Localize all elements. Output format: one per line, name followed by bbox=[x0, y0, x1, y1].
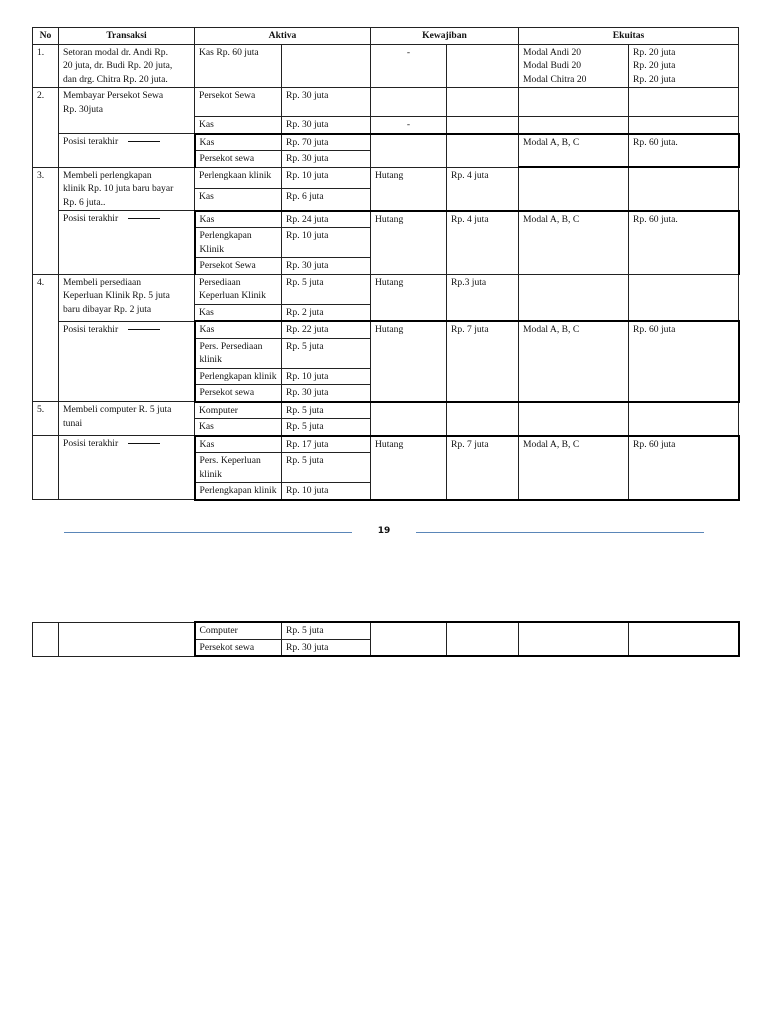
final-position-label: Posisi terakhir bbox=[59, 211, 195, 275]
equity-name: Modal A, B, C bbox=[519, 211, 629, 275]
asset-value: Rp. 5 juta bbox=[282, 453, 371, 483]
liability-value: Rp. 4 juta bbox=[447, 211, 519, 275]
table-row bbox=[33, 622, 739, 639]
arrow-line bbox=[128, 443, 160, 444]
asset-name: Kas bbox=[195, 188, 282, 210]
col-transaksi: Transaksi bbox=[59, 28, 195, 45]
final-position-label: Posisi terakhir bbox=[59, 134, 195, 168]
footer-rule-right bbox=[416, 532, 704, 533]
transaction-desc: Setoran modal dr. Andi Rp. 20 juta, dr. Budi Rp. 20 juta, dan drg. Chitra Rp. 20 juta. bbox=[59, 44, 195, 88]
liability-value: Rp.3 juta bbox=[447, 274, 519, 321]
table-row bbox=[33, 88, 739, 117]
row-number: 1. bbox=[33, 44, 59, 88]
table-row bbox=[33, 436, 739, 453]
asset-value bbox=[282, 44, 371, 88]
asset-value: Rp. 5 juta bbox=[282, 622, 371, 639]
equity-value: Rp. 60 juta. bbox=[629, 134, 739, 168]
liability-cell: - bbox=[371, 117, 447, 134]
asset-name: Perlengkapan Klinik bbox=[195, 228, 282, 258]
asset-value: Rp. 6 juta bbox=[282, 188, 371, 210]
asset-name: Kas bbox=[195, 211, 282, 228]
liability-name: Hutang bbox=[371, 211, 447, 275]
asset-name: Kas bbox=[195, 321, 282, 338]
asset-value: Rp. 22 juta bbox=[282, 321, 371, 338]
asset-value: Rp. 5 juta bbox=[282, 419, 371, 436]
continuation-table bbox=[32, 621, 740, 657]
asset-value: Rp. 10 juta bbox=[282, 483, 371, 500]
arrow-line bbox=[128, 141, 160, 142]
liability-name: Hutang bbox=[371, 321, 447, 402]
asset-value: Rp. 5 juta bbox=[282, 402, 371, 419]
asset-value: Rp. 24 juta bbox=[282, 211, 371, 228]
row-number: 4. bbox=[33, 274, 59, 402]
transaction-desc: Membeli perlengkapan klinik Rp. 10 juta baru bayar Rp. 6 juta.. bbox=[59, 167, 195, 211]
asset-name: Computer bbox=[195, 622, 282, 639]
asset-value: Rp. 70 juta bbox=[282, 134, 371, 151]
asset-name: Kas bbox=[195, 419, 282, 436]
asset-value: Rp. 2 juta bbox=[282, 304, 371, 321]
table-row bbox=[33, 134, 739, 151]
asset-name: Perlengkapan klinik bbox=[195, 483, 282, 500]
asset-name: Perlengkapan klinik bbox=[195, 368, 282, 385]
asset-value: Rp. 30 juta bbox=[282, 117, 371, 134]
asset-name: Perlengkaan klinik bbox=[195, 167, 282, 188]
asset-value: Rp. 10 juta bbox=[282, 368, 371, 385]
page-footer bbox=[64, 526, 704, 540]
equity-value: Rp. 60 juta bbox=[629, 436, 739, 500]
asset-name: Persekot sewa bbox=[195, 385, 282, 402]
asset-value: Rp. 10 juta bbox=[282, 167, 371, 188]
asset-cell: Kas Rp. 60 juta bbox=[195, 44, 282, 88]
table-row bbox=[33, 402, 739, 419]
asset-value: Rp. 5 juta bbox=[282, 338, 371, 368]
asset-value: Rp. 30 juta bbox=[282, 639, 371, 656]
table-row bbox=[33, 167, 739, 188]
equity-value: Rp. 60 juta bbox=[629, 321, 739, 402]
asset-name: Pers. Keperluan klinik bbox=[195, 453, 282, 483]
row-number: 2. bbox=[33, 88, 59, 168]
asset-name: Kas bbox=[195, 117, 282, 134]
table-row bbox=[33, 321, 739, 338]
arrow-line bbox=[128, 218, 160, 219]
asset-value: Rp. 17 juta bbox=[282, 436, 371, 453]
asset-value: Rp. 30 juta bbox=[282, 151, 371, 168]
equity-value: Rp. 60 juta. bbox=[629, 211, 739, 275]
footer-rule-left bbox=[64, 532, 352, 533]
asset-value: Rp. 5 juta bbox=[282, 274, 371, 304]
arrow-line bbox=[128, 329, 160, 330]
liability-value: Rp. 4 juta bbox=[447, 167, 519, 211]
liability-name: Hutang bbox=[371, 436, 447, 500]
asset-name: Persekot Sewa bbox=[195, 88, 282, 117]
liability-name: Hutang bbox=[371, 167, 447, 211]
table-row bbox=[33, 211, 739, 228]
asset-name: Pers. Persediaan klinik bbox=[195, 338, 282, 368]
asset-name: Kas bbox=[195, 134, 282, 151]
liability-value bbox=[447, 44, 519, 88]
transaction-desc: Membeli persediaan Keperluan Klinik Rp. 5 juta baru dibayar Rp. 2 juta bbox=[59, 274, 195, 321]
row-number: 3. bbox=[33, 167, 59, 274]
equity-name: Modal A, B, C bbox=[519, 321, 629, 402]
col-aktiva: Aktiva bbox=[195, 28, 371, 45]
asset-name: Persekot sewa bbox=[195, 639, 282, 656]
asset-value: Rp. 30 juta bbox=[282, 385, 371, 402]
transaction-desc: Membeli computer R. 5 juta tunai bbox=[59, 402, 195, 436]
equity-name: Modal A, B, C bbox=[519, 436, 629, 500]
final-position-label: Posisi terakhir bbox=[59, 321, 195, 402]
asset-name: Kas bbox=[195, 436, 282, 453]
final-position-label: Posisi terakhir bbox=[59, 436, 195, 500]
transaction-desc: Membayar Persekot Sewa Rp. 30juta bbox=[59, 88, 195, 134]
liability-cell: - bbox=[371, 44, 447, 88]
equity-name: Modal A, B, C bbox=[519, 134, 629, 168]
table-row bbox=[33, 44, 739, 88]
table-row bbox=[33, 274, 739, 304]
asset-name: Kas bbox=[195, 304, 282, 321]
page-number: 19 bbox=[377, 526, 391, 536]
liability-value: Rp. 7 juta bbox=[447, 321, 519, 402]
liability-value: Rp. 7 juta bbox=[447, 436, 519, 500]
asset-name: Persekot sewa bbox=[195, 151, 282, 168]
asset-value: Rp. 10 juta bbox=[282, 228, 371, 258]
equity-names: Modal Andi 20 Modal Budi 20 Modal Chitra 20 bbox=[519, 44, 629, 88]
liability-name: Hutang bbox=[371, 274, 447, 321]
col-ekuitas: Ekuitas bbox=[519, 28, 739, 45]
asset-name: Persediaan Keperluan Klinik bbox=[195, 274, 282, 304]
asset-name: Persekot Sewa bbox=[195, 258, 282, 275]
asset-name: Komputer bbox=[195, 402, 282, 419]
row-number: 5. bbox=[33, 402, 59, 436]
col-kewajiban: Kewajiban bbox=[371, 28, 519, 45]
transaction-table bbox=[32, 27, 740, 501]
col-no: No bbox=[33, 28, 59, 45]
asset-value: Rp. 30 juta bbox=[282, 88, 371, 117]
asset-value: Rp. 30 juta bbox=[282, 258, 371, 275]
equity-values: Rp. 20 juta Rp. 20 juta Rp. 20 juta bbox=[629, 44, 739, 88]
header-row bbox=[33, 28, 739, 45]
